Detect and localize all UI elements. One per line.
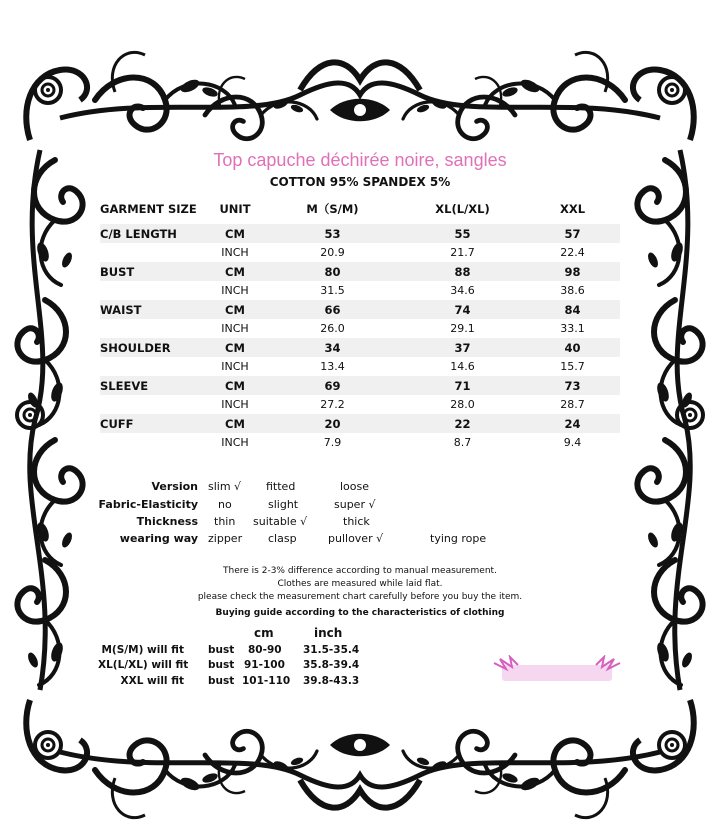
header-unit: UNIT — [219, 202, 251, 216]
option: slight — [268, 498, 299, 511]
value-cell: 27.2 — [320, 398, 345, 411]
unit-inch: INCH — [221, 360, 249, 373]
guide-inch: 39.8-43.3 — [303, 675, 360, 687]
guide-cm: 101-110 — [242, 675, 291, 687]
unit-cm: CM — [205, 300, 265, 319]
guide-part: bust — [208, 659, 235, 671]
option: pullover √ — [328, 532, 384, 545]
value-cell: 20.9 — [320, 246, 345, 259]
unit-cm: CM — [205, 338, 265, 357]
option: tying rope — [430, 532, 487, 545]
table-row — [100, 395, 620, 414]
value-cell: 71 — [400, 376, 525, 395]
row-label: WAIST — [100, 300, 205, 319]
unit-inch: INCH — [221, 246, 249, 259]
value-cell: 38.6 — [560, 284, 585, 297]
unit-inch: INCH — [221, 322, 249, 335]
value-cell: 37 — [400, 338, 525, 357]
value-cell: 28.7 — [560, 398, 585, 411]
option: thin — [214, 515, 236, 528]
table-row — [100, 300, 620, 319]
unit-cm: CM — [205, 414, 265, 433]
option: loose — [340, 480, 370, 493]
table-row — [100, 224, 620, 243]
value-cell: 31.5 — [320, 284, 345, 297]
value-cell: 13.4 — [320, 360, 345, 373]
value-cell: 33.1 — [560, 322, 585, 335]
value-cell: 24 — [525, 414, 620, 433]
value-cell: 53 — [265, 224, 400, 243]
characteristic-label: Fabric-Elasticity — [98, 498, 198, 511]
guide-inch: 31.5-35.4 — [303, 644, 360, 656]
header-size-m: M（S/M) — [306, 202, 359, 216]
table-row — [100, 414, 620, 433]
table-row — [100, 338, 620, 357]
guide-header-cm: cm — [254, 626, 274, 640]
buying-guide-title: Buying guide according to the characteristics of clothing — [215, 608, 505, 618]
guide-label: M(S/M) will fit — [101, 644, 184, 656]
value-cell: 15.7 — [560, 360, 585, 373]
option: zipper — [208, 532, 243, 545]
guide-label: XXL will fit — [120, 675, 184, 687]
guide-inch: 35.8-39.4 — [303, 659, 360, 671]
note-line: Clothes are measured while laid flat. — [277, 579, 443, 589]
option: super √ — [334, 498, 376, 511]
value-cell: 80 — [265, 262, 400, 281]
table-row — [100, 262, 620, 281]
size-table-header — [100, 197, 620, 221]
unit-cm: CM — [205, 376, 265, 395]
option: no — [218, 498, 232, 511]
option: thick — [343, 515, 370, 528]
characteristic-label: Version — [151, 480, 198, 493]
option: fitted — [266, 480, 296, 493]
freaky-pink-logo — [492, 655, 622, 687]
table-row — [100, 357, 620, 376]
value-cell: 84 — [525, 300, 620, 319]
unit-cm: CM — [205, 262, 265, 281]
row-label: SLEEVE — [100, 376, 205, 395]
guide-header-inch: inch — [314, 626, 343, 640]
value-cell: 20 — [265, 414, 400, 433]
table-row — [100, 281, 620, 300]
value-cell: 29.1 — [450, 322, 475, 335]
value-cell: 88 — [400, 262, 525, 281]
value-cell: 14.6 — [450, 360, 475, 373]
value-cell: 22 — [400, 414, 525, 433]
row-label: C/B LENGTH — [100, 224, 205, 243]
row-label: CUFF — [100, 414, 205, 433]
option: slim √ — [208, 480, 242, 493]
guide-cm: 91-100 — [244, 659, 285, 671]
guide-part: bust — [208, 675, 235, 687]
value-cell: 98 — [525, 262, 620, 281]
value-cell: 74 — [400, 300, 525, 319]
value-cell: 40 — [525, 338, 620, 357]
header-garment-size: GARMENT SIZE — [100, 202, 197, 216]
option: clasp — [268, 532, 297, 545]
row-label: SHOULDER — [100, 338, 205, 357]
product-title: Top capuche déchirée noire, sangles — [213, 150, 507, 170]
guide-part: bust — [208, 644, 235, 656]
value-cell: 34 — [265, 338, 400, 357]
fabric-composition: COTTON 95% SPANDEX 5% — [269, 175, 451, 189]
value-cell: 22.4 — [560, 246, 585, 259]
value-cell: 66 — [265, 300, 400, 319]
guide-label: XL(L/XL) will fit — [98, 659, 189, 671]
value-cell: 7.9 — [323, 436, 342, 449]
unit-inch: INCH — [221, 436, 249, 449]
guide-cm: 80-90 — [248, 644, 282, 656]
unit-inch: INCH — [221, 284, 249, 297]
note-line: please check the measurement chart carefully before you buy the item. — [197, 592, 523, 602]
value-cell: 34.6 — [450, 284, 475, 297]
table-row — [100, 376, 620, 395]
header-size-xl: XL(L/XL) — [435, 202, 490, 216]
value-cell: 57 — [525, 224, 620, 243]
value-cell: 21.7 — [450, 246, 475, 259]
table-row — [100, 319, 620, 338]
row-label: BUST — [100, 262, 205, 281]
value-cell: 26.0 — [320, 322, 345, 335]
characteristic-label: wearing way — [119, 532, 198, 545]
value-cell: 9.4 — [563, 436, 582, 449]
value-cell: 73 — [525, 376, 620, 395]
header-size-xxl: XXL — [559, 202, 586, 216]
option: suitable √ — [253, 515, 308, 528]
characteristic-label: Thickness — [136, 515, 198, 528]
value-cell: 69 — [265, 376, 400, 395]
unit-cm: CM — [205, 224, 265, 243]
value-cell: 55 — [400, 224, 525, 243]
size-table — [100, 197, 620, 452]
value-cell: 8.7 — [453, 436, 472, 449]
unit-inch: INCH — [221, 398, 249, 411]
value-cell: 28.0 — [450, 398, 475, 411]
table-row — [100, 243, 620, 262]
note-line: There is 2-3% difference according to manual measurement. — [223, 566, 497, 576]
table-row — [100, 433, 620, 452]
